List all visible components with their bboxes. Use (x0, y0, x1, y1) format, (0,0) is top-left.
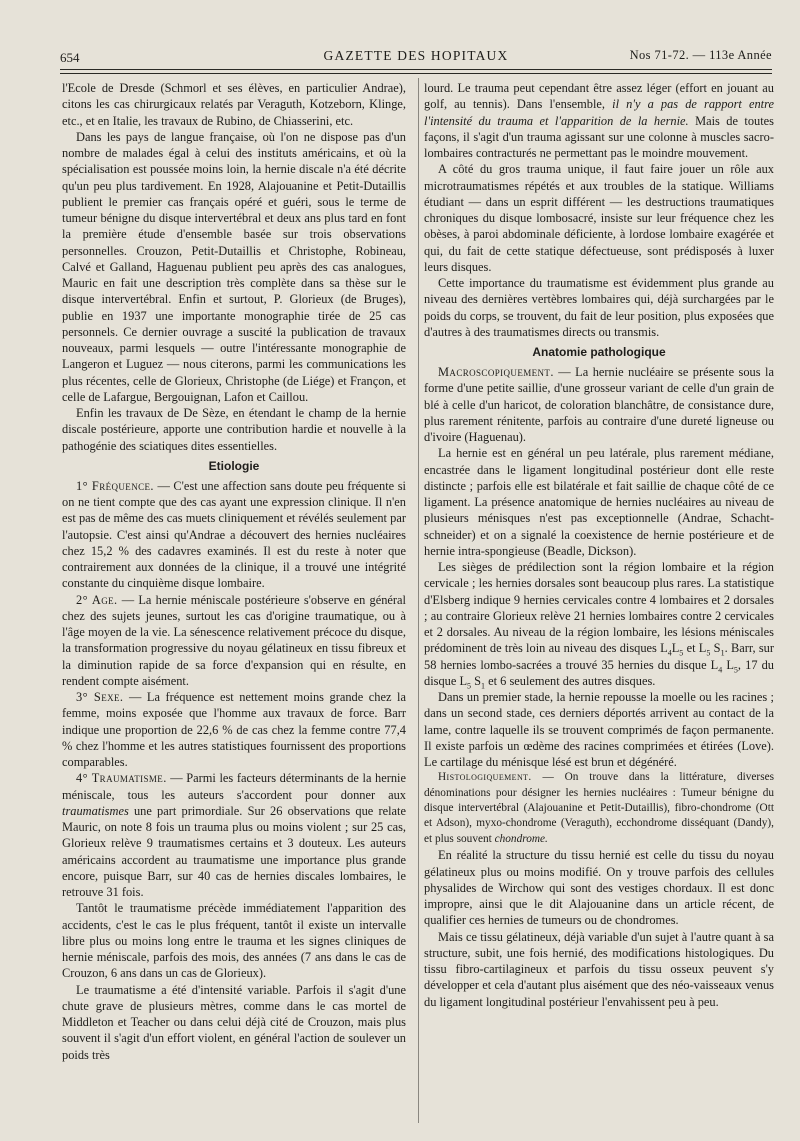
paragraph: Le traumatisme a été d'intensité variable. Parfois il s'agit d'une chute grave de plusieurs mètres, comme dans le cas mortel de Middleton et Teacher ou dans celui déjà cité de Crouzon, mais plus souvent il s'agit d'un effort violent, en général l'action de soulever un poids très (62, 982, 406, 1062)
section-heading-etiologie: Etiologie (208, 458, 260, 473)
emphasis: il n'y a pas de rapport entre l'intensité du trauma et l'apparition de la hernie. (424, 97, 774, 128)
emphasis: traumatismes (62, 803, 129, 818)
paragraph-text: S (471, 673, 482, 688)
run-in-label: 1° Fréquence. (76, 478, 154, 493)
subscript: 5 (679, 648, 684, 658)
paragraph: Cette importance du traumatisme est évidemment plus grande au niveau des dernières vertèbres lombaires qui, déjà surchargées par le poids du corps, se trouvent, du fait de leur position, plus exposées que d'autres à des traumatismes directs ou transmis. (424, 276, 774, 339)
paragraph-text: Les sièges de prédilection sont la région lombaire et la région cervicale ; les hernies dorsales sont beaucoup plus rares. La statistique d'Elsberg indique 9 hernies cervicales contre 4 lombaires et 2 dorsales ; au contraire Glorieux relève 21 hernies lombaires contre 2 cervicales et 2 dorsales. Au niveau de la région lombaire, les lésions méniscales prédominent de très loin au niveau des disques L (424, 560, 774, 656)
paragraph-histologique (424, 770, 774, 847)
subscript: 4 (718, 664, 723, 674)
page-number: 654 (60, 50, 80, 65)
run-in-label: 2° Age. (76, 592, 118, 607)
header-rule-thin (60, 73, 772, 74)
subscript: 1 (720, 648, 725, 658)
paragraph: En réalité la structure du tissu hernié est celle du tissu du noyau gélatineux plus ou moins modifié. On y trouve parfois des cellules physalides de Wirchow qui sont des vestiges chordaux. Il est donc impropre, ainsi que le dit Alajouanine dans un article récent, de qualifier ces hernies de tumeurs ou de chondromes. (424, 848, 774, 928)
paragraph-sexe (62, 689, 406, 770)
paragraph: Dans les pays de langue française, où l'on ne dispose pas d'un nombre de malades égal à celui des instituts américains, et où la spécialisation est poussée moins loin, la hernie discale n'a été décrite qu'un peu plus tardivement. En 1928, Alajouanine et Petit-Dutaillis publient le premier cas français opéré et guéri, sous le terme de tumeur bénigne du disque intervertébral et deux ans plus tard en font la première étude d'ensemble basée sur trois observations personnelles. Crouzon, Petit-Dutaillis et Christophe, Robineau, Calvé et Galland, Haguenau publient peu après des cas analogues, Mauric en fait une description très complète dans sa thèse sur le disque intervertébral. Enfin et surtout, P. Glorieux (de Bruges), publie en 1937 une importante monographie tirée de 25 cas personnels. Ce dernier ouvrage a suscité la publication de travaux nouveaux, parmi lesquels — outre l'intéressante monographie de Langeron et Luguez — nous citerons, parmi les communications les plus récentes, celle de Glorieux, Christophe (de Liége) et Françon, et celle de Lafargue, Bergouignan, Lafon et Caillou. (62, 129, 406, 404)
right-column (424, 80, 774, 1010)
paragraph-text: — La fréquence est nettement moins grande chez la femme, moins exposée que l'homme aux travaux de force. Barr indique une proportion de 22,6 % de cas chez la femme contre 77,4 % chez l'homme et les autres statistiques fournissent des proportions comparables. (62, 690, 407, 769)
header-rule (60, 69, 772, 70)
run-in-label: Macroscopiquement. (438, 365, 554, 379)
paragraph-text: — Parmi les facteurs déterminants de la hernie méniscale, tous les auteurs s'accordent pour donner aux (62, 771, 406, 802)
paragraph-traumatisme (62, 770, 406, 900)
paragraph: A côté du gros trauma unique, il faut faire jouer un rôle aux microtraumatismes répétés et aux troubles de la statique. Williams étudiant — dans un esprit différent — les destructions traumatiques chroniques du disque lombosacré, insiste sur leur fréquence chez les obèses, à paroi abdominale déficiente, à lordose lombaire exagérée et qui, du fait de cette statique défectueuse, sont prédisposés à luxer leurs disques. (424, 162, 774, 274)
paragraph-text: lourd. Le trauma peut cependant être assez léger (effort en jouant au golf, au tennis). Dans l'ensemble, (424, 81, 774, 112)
paragraph-sieges (424, 559, 774, 689)
running-header (60, 46, 772, 68)
paragraph: l'Ecole de Dresde (Schmorl et ses élèves, en particulier Andrae), citons les cas chirurgicaux relatés par Veraguth, Kotzeborn, Klinge, etc., et en Italie, les travaux de Rubino, de Chiasserini, etc. (62, 81, 406, 128)
section-heading-anatomie: Anatomie pathologique (532, 345, 666, 359)
paragraph-text: et L (683, 641, 707, 656)
subscript: 4 (667, 648, 672, 658)
run-in-label: Histologiquement. (438, 771, 532, 784)
paragraph-age (62, 592, 406, 690)
paragraph-text: S (710, 641, 721, 656)
emphasis: chondrome. (494, 832, 548, 845)
paragraph-text: — La hernie méniscale postérieure s'observe en général chez des sujets jeunes, surtout les cas d'origine traumatique, ou à l'âge moyen de la vie. La sénescence relativement précoce du disque, la transformation progressive du noyau gélatineux en tissu fibreux et la diminution rapide de sa force d'expansion qui en résulte, en rendent compte aisément. (62, 592, 406, 688)
paragraph: Dans un premier stade, la hernie repousse la moelle ou les racines ; dans un second stade, ces derniers déportés arrivent au contact de la lame, contre laquelle ils se trouvent comprimés de façon permanente. Il existe parfois un œdème des racines comprimées et étirées (Love). Le cartilage du ménisque lésé est brun et dégénéré. (424, 690, 774, 769)
left-column (62, 80, 406, 1063)
paragraph-frequence (62, 478, 406, 592)
subscript: 1 (481, 681, 486, 691)
paragraph-text: — C'est une affection sans doute peu fréquente si on ne tient compte que des cas ayant une expression clinique. Il n'en est pas de même des cas muets cliniquement et révélés seulement par l'autopsie. C'est ainsi qu'Andrae a découvert des hernies nucléaires chez 15,2 % des cadavres examinés. Il est du reste à noter que contrairement aux données de la clinique, il a trouvé une intégrité constante du cinquième disque lombaire. (62, 478, 406, 591)
paragraph-macroscopique (424, 364, 774, 445)
paragraph: La hernie est en général un peu latérale, plus rarement médiane, encastrée dans le ligament longitudinal postérieur dont elle reste distincte ; parfois elle est bilatérale et fait saillie de chaque côté de ce ligament. La présence anatomique de hernies nucléaires au niveau de plusieurs ménisques n'est pas exceptionnelle (Andrae, Schacht-schneider) et on a signalé la coexistence de hernie postérieure et de hernie intra-spongieuse (Beadle, Dickson). (424, 446, 774, 558)
paragraph-text: . Barr, sur 58 hernies lombo-sacrées a trouvé 35 hernies du disque L (424, 641, 774, 672)
paragraph-text: une part primordiale. Sur 26 observations que relate Mauric, on note 8 fois un trauma plus ou moins violent ; sur 25 cas, Glorieux relève 9 traumatismes certains et 3 douteux. Les auteurs américains accordent au traumatisme une importance plus grande encore, puisque Barr, sur 40 cas de hernies discales lombaires, le retrouve 31 fois. (62, 803, 406, 899)
paragraph-text: — On trouve dans la littérature, diverses dénominations pour désigner les hernies nucléaires : Tumeur bénigne du disque intervertébral (Alajouanine et Petit-Dutaillis), fibro-chondrome (Ott et Adson), myxo-chondrome (Veraguth), ecchondrome disséquant (Dandy), et plus souvent (424, 771, 774, 845)
run-in-label: 4° Traumatisme. (76, 771, 167, 786)
paragraph-text: L (722, 657, 734, 672)
paragraph-text: , 17 du disque L (424, 657, 774, 688)
vertebra-label: L (671, 641, 680, 656)
subscript: 5 (733, 664, 738, 674)
paragraph-text: et 6 seulement des autres disques. (485, 673, 656, 688)
journal-title: GAZETTE DES HOPITAUX (323, 48, 509, 63)
column-divider (418, 78, 419, 1123)
subscript: 5 (706, 648, 711, 658)
paragraph-text: Mais de toutes façons, il s'agit d'un trauma agissant sur une colonne à muscles sacro-lombaires contracturés ne permettant pas le moindre mouvement. (424, 113, 774, 160)
paragraph: Enfin les travaux de De Sèze, en étendant le champ de la hernie discale postérieure, apporte une contribution hardie et nouvelle à la pathogénie des sciatiques dites essentielles. (62, 406, 406, 453)
paragraph-text: — La hernie nucléaire se présente sous la forme d'une petite saillie, d'une grosseur variant de celle d'un grain de blé à celle d'un haricot, de coloration blanchâtre, de consistance dure, plus rarement rénitente, parfois au contraire d'une dureté ligneuse ou d'ivoire (Haguenau). (424, 365, 774, 444)
paragraph: Mais ce tissu gélatineux, déjà variable d'un sujet à l'autre quant à sa structure, subit, une fois hernié, des modifications histologiques. Du tissu fibro-cartilagineux et parfois du tissu osseux peuvent s'y développer et cela d'autant plus aisément que des néo-vaisseaux venus du ligament longitudinal postérieur l'envahissent peu à peu. (424, 929, 774, 1009)
paragraph: Tantôt le traumatisme précède immédiatement l'apparition des accidents, c'est le cas le plus fréquent, tantôt il existe un intervalle libre plus ou moins long entre le trauma et les signes cliniques de hernie méniscale, parfois des mois, des années (7 ans dans le cas de Crouzon, 6 ans dans un cas de Glorieux). (62, 901, 406, 981)
issue-number: Nos 71-72. — 113e Année (629, 48, 772, 62)
subscript: 5 (467, 681, 472, 691)
run-in-label: 3° Sexe. (76, 690, 124, 704)
paragraph (424, 80, 774, 161)
